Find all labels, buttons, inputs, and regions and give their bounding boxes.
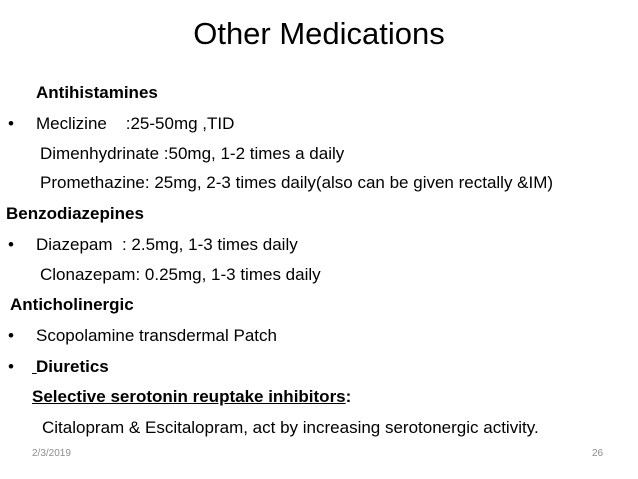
bullet-icon: • <box>8 326 14 345</box>
promethazine-item: Promethazine: 25mg, 2-3 times daily(also can be given rectally &IM) <box>40 173 554 192</box>
bullet-icon: • <box>8 114 14 133</box>
antihistamines-heading: Antihistamines <box>36 83 158 102</box>
diazepam-item: Diazepam : 2.5mg, 1-3 times daily <box>36 235 298 254</box>
benzodiazepines-heading: Benzodiazepines <box>6 204 144 223</box>
dimenhydrinate-item: Dimenhydrinate :50mg, 1-2 times a daily <box>40 144 345 163</box>
anticholinergic-heading: Anticholinergic <box>10 295 134 314</box>
clonazepam-item: Clonazepam: 0.25mg, 1-3 times daily <box>40 265 321 284</box>
meclizine-item: Meclizine :25-50mg ,TID <box>36 114 235 133</box>
footer-page-number: 26 <box>592 448 604 459</box>
scopolamine-item: Scopolamine transdermal Patch <box>36 326 277 345</box>
diuretics-heading <box>32 356 109 378</box>
ssri-heading-colon: : <box>345 387 352 406</box>
bullet-icon: • <box>8 357 14 376</box>
ssri-heading <box>32 386 351 408</box>
citalopram-item: Citalopram & Escitalopram, act by increasing serotonergic activity. <box>42 418 539 437</box>
ssri-heading-label: Selective serotonin reuptake inhibitors <box>32 387 346 406</box>
bullet-icon: • <box>8 235 14 254</box>
footer-date: 2/3/2019 <box>32 448 71 459</box>
diuretics-label: Diuretics <box>36 357 109 376</box>
slide-title: Other Medications <box>193 16 445 51</box>
